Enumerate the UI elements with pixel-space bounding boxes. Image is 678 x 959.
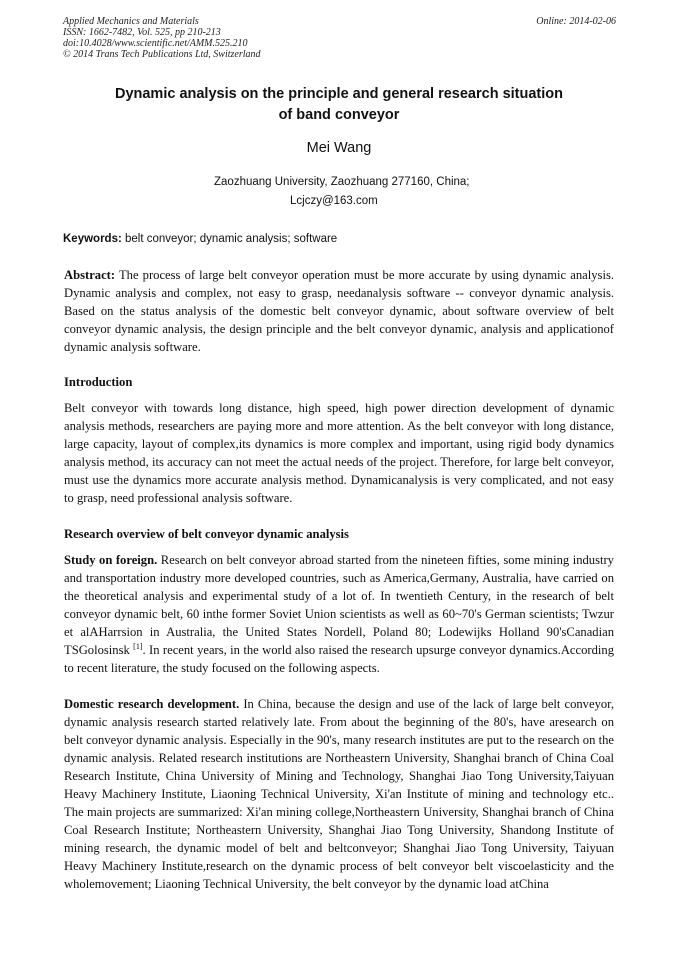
foreign-study-paragraph: [64, 551, 614, 677]
keywords-text: belt conveyor; dynamic analysis; software: [121, 233, 338, 245]
author-name: Mei Wang: [306, 140, 372, 156]
journal-name: Applied Mechanics and Materials: [63, 16, 199, 27]
author-email: Lcjczy@163.com: [290, 195, 378, 207]
introduction-text: Belt conveyor with towards long distance, high speed, high power direction development of dynamic analysis methods, researchers are paying more and more attention. As the belt conveyor with long distance, large capacity, layout of complex,its dynamics is more complex and important, using rigid body dynamics analysis method, its accuracy can not meet the actual needs of the project. Therefore, for large belt conveyor, must use the dynamics more accurate analysis method. Dynamicanalysis is very complicated, and not easy to grasp, need professional analysis software.: [64, 401, 614, 505]
abstract-text: The process of large belt conveyor operation must be more accurate by using dynamic analysis. Dynamic analysis and complex, not easy to grasp, needanalysis software -- conveyor dynamic analysis. Based on the status analysis of the domestic belt conveyor dynamic, about software overview of belt conveyor dynamic analysis, the design principle and the belt conveyor dynamic, analysis and applicationof dynamic analysis software.: [64, 268, 614, 354]
paper-title: [60, 84, 618, 126]
online-date: Online: 2014-02-06: [536, 16, 616, 27]
research-heading: Research overview of belt conveyor dynamic analysis: [64, 527, 349, 541]
introduction-heading: Introduction: [64, 375, 133, 389]
author-affiliation: Zaozhuang University, Zaozhuang 277160, China;: [214, 176, 470, 188]
keywords-label: Keywords:: [63, 233, 122, 245]
domestic-research-paragraph: [64, 695, 614, 893]
issn-line: ISSN: 1662-7482, Vol. 525, pp 210-213: [63, 27, 221, 38]
title-line-1: Dynamic analysis on the principle and general research situation: [114, 86, 564, 102]
title-line-2: of band conveyor: [278, 107, 400, 123]
domestic-research-text: In China, because the design and use of the lack of large belt conveyor, dynamic analysis research started relatively late. From about the beginning of the 80's, have aresearch on belt conveyor dynamic analysis. Especially in the 90's, many research institutes are put to the research on the dynamic analysis. Related research institutions are Northeastern University, Shanghai branch of China Coal Research Institute, China University of Mining and Technology, Shanghai Jiao Tong University,Taiyuan Heavy Machinery Institute, Liaoning Technical University, Xi'an Institute of mining and technology etc.. The main projects are summarized: Xi'an mining college,Northeastern University, Shanghai branch of China Coal Research Institute; Northeastern University, Shanghai Jiao Tong University, Shandong Institute of mining research, the dynamic model of belt and beltconveyor; Shanghai Jiao Tong University, Taiyuan Heavy Machinery Institute,research on the dynamic process of belt conveyor belt viscoelasticity and the wholemovement; Liaoning Technical University, the belt conveyor by the dynamic load atChina: [64, 697, 615, 891]
citation-ref: [1]: [133, 641, 143, 651]
doi-line: doi:10.4028/www.scientific.net/AMM.525.210: [63, 38, 248, 49]
abstract-label: Abstract:: [64, 268, 116, 282]
domestic-research-label: Domestic research development.: [64, 697, 240, 711]
journal-header: [63, 16, 261, 60]
foreign-study-text-a: Research on belt conveyor abroad started from the nineteen fifties, some mining industry and transportation industry more developed countries, such as America,Germany, Australia, have carried on the theoretical analysis and experimental study of a lot of. In twentieth Century, in the research of belt conveyor dynamic belt, 60 inthe former Soviet Union scientists as well as 60~70's German scientists; Twzur et alAHarrsion in Australia, the United States Nordell, Poland 80; Lodewijks Holland 90'sCanadian TSGolosinsk: [64, 553, 614, 657]
keywords: [63, 233, 337, 245]
foreign-study-text-b: . In recent years, in the world also raised the research upsurge conveyor dynamics.According to recent literature, the study focused on the following aspects.: [64, 643, 614, 675]
copyright-line: © 2014 Trans Tech Publications Ltd, Switzerland: [63, 49, 261, 60]
foreign-study-label: Study on foreign.: [64, 553, 158, 567]
abstract: [64, 266, 614, 356]
